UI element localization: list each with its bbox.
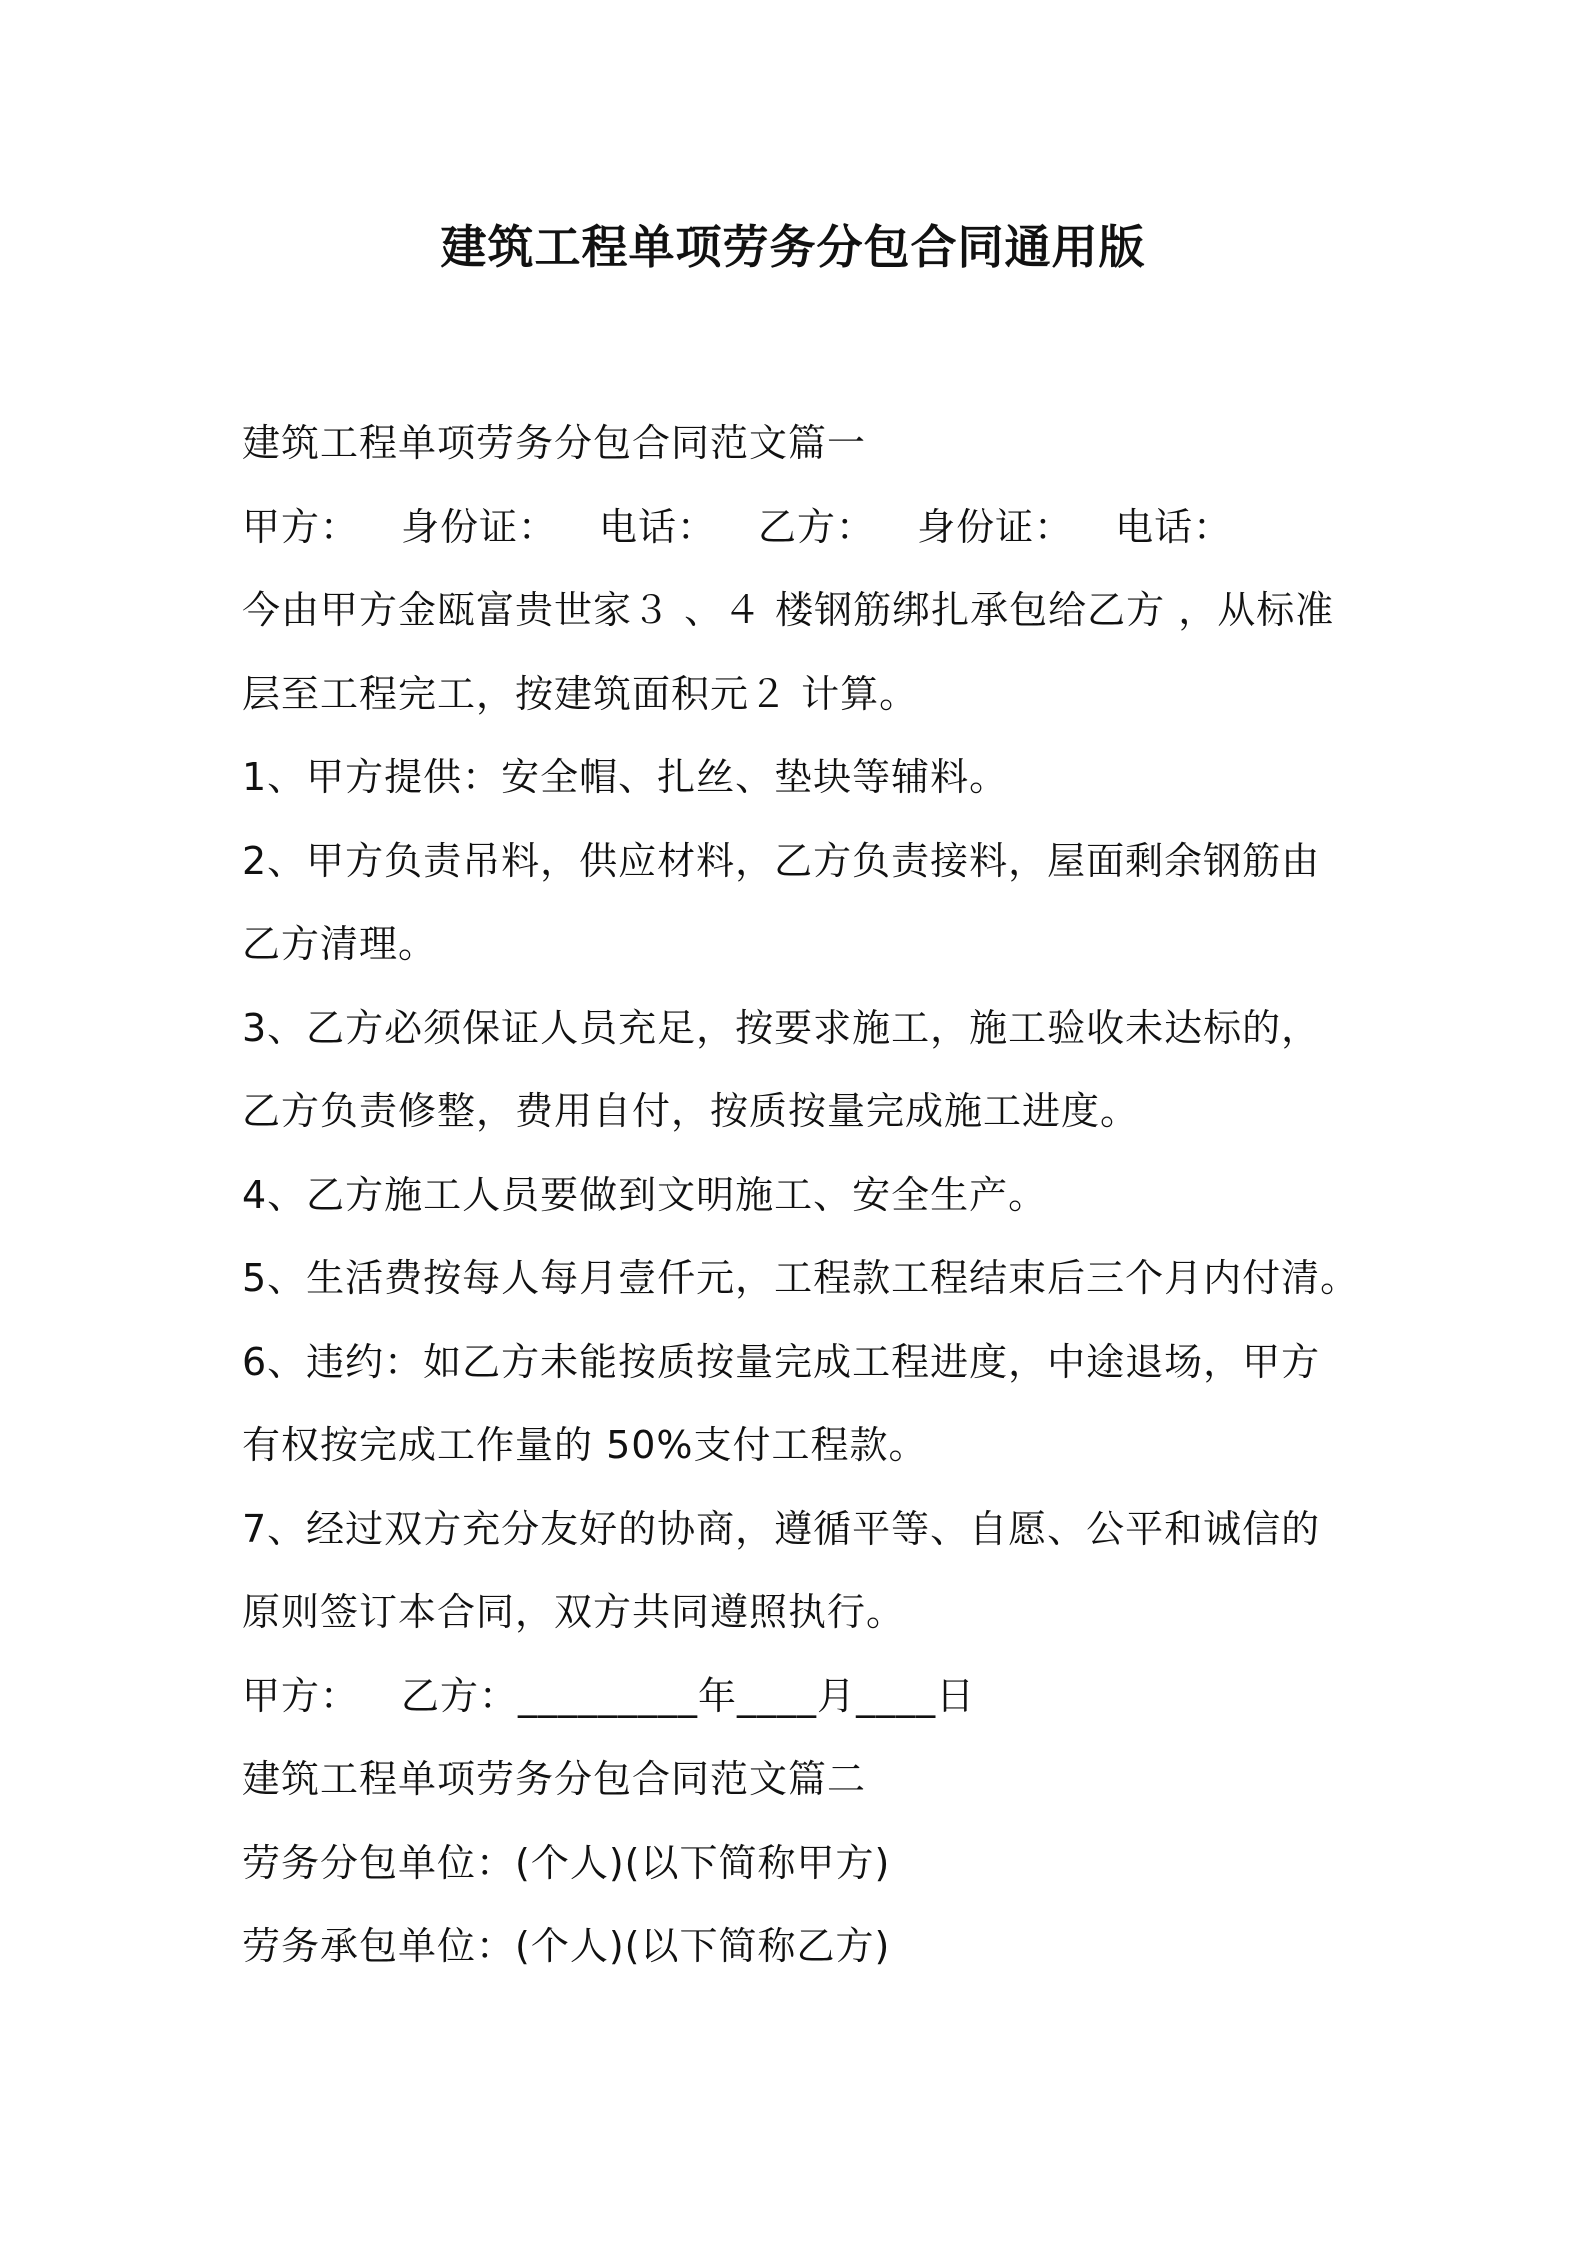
document-body <box>242 402 1372 1989</box>
clause-5: 5、生活费按每人每月壹仟元，工程款工程结束后三个月内付清。 <box>242 1256 1360 1300</box>
signature-day-label: 日 <box>936 1673 976 1718</box>
signature-party-b-label: 乙方： <box>401 1673 519 1718</box>
document-title: 建筑工程单项劳务分包合同通用版 <box>440 220 1146 274</box>
party-b-label: 乙方： <box>758 504 876 549</box>
signature-month-blank: ____ <box>737 1673 818 1718</box>
intro-line-2: 层至工程完工，按建筑面积元２ 计算。 <box>242 671 919 716</box>
signature-party-a-label: 甲方： <box>242 1673 360 1718</box>
subcontract-unit-line: 劳务分包单位：(个人)(以下简称甲方) <box>242 1840 891 1885</box>
clause-6-line-1: 6、违约：如乙方未能按质按量完成工程进度，中途退场，甲方 <box>242 1339 1321 1384</box>
clause-6-line-2: 有权按完成工作量的 50%支付工程款。 <box>242 1423 928 1467</box>
party-b-id-label: 身份证： <box>917 504 1074 549</box>
party-info-row <box>242 486 1372 570</box>
clause-7-line-1: 7、经过双方充分友好的协商，遵循平等、自愿、公平和诚信的 <box>242 1506 1321 1551</box>
party-b-phone-label: 电话： <box>1115 504 1233 549</box>
section-heading-1: 建筑工程单项劳务分包合同范文篇一 <box>242 421 867 465</box>
signature-row <box>242 1655 1372 1739</box>
clause-3-line-2: 乙方负责修整，费用自付，按质按量完成施工进度。 <box>242 1089 1140 1133</box>
party-a-label: 甲方： <box>242 504 360 549</box>
clause-4: 4、乙方施工人员要做到文明施工、安全生产。 <box>242 1172 1048 1217</box>
clause-3-line-1: 3、乙方必须保证人员充足，按要求施工，施工验收未达标的， <box>242 1005 1321 1050</box>
signature-year-label: 年 <box>698 1673 738 1718</box>
section-heading-2: 建筑工程单项劳务分包合同范文篇二 <box>242 1757 867 1801</box>
clause-1: 1、甲方提供：安全帽、扎丝、垫块等辅料。 <box>242 755 1009 799</box>
clause-2-line-1: 2、甲方负责吊料，供应材料，乙方负责接料，屋面剩余钢筋由 <box>242 838 1321 883</box>
contractor-unit-line: 劳务承包单位：(个人)(以下简称乙方) <box>242 1924 891 1968</box>
signature-day-blank: ____ <box>856 1673 937 1718</box>
signature-year-blank: _________ <box>518 1673 699 1718</box>
signature-month-label: 月 <box>817 1673 857 1718</box>
intro-line-1: 今由甲方金瓯富贵世家３ 、４ 楼钢筋绑扎承包给乙方 ，从标准 <box>242 588 1335 632</box>
clause-2-line-2: 乙方清理。 <box>242 922 438 966</box>
party-a-id-label: 身份证： <box>401 504 558 549</box>
clause-7-line-2: 原则签订本合同，双方共同遵照执行。 <box>242 1590 906 1634</box>
party-a-phone-label: 电话： <box>599 504 717 549</box>
